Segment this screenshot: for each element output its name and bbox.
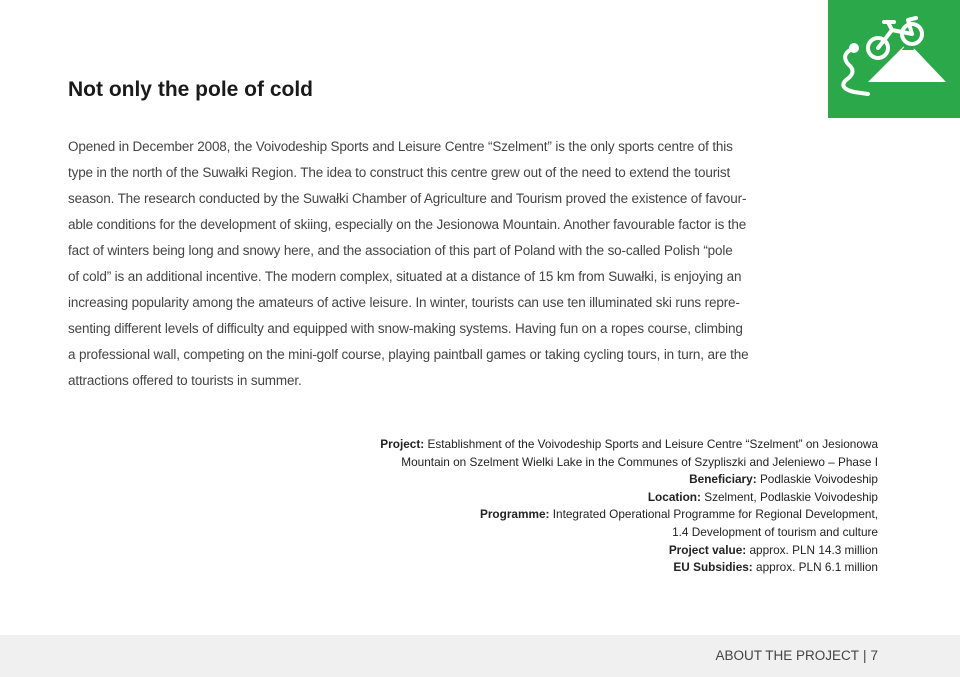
location-value: Szelment, Podlaskie Voivodeship (704, 489, 878, 504)
paragraph-line: senting different levels of difficulty and equipped with snow-making systems. Having fun on a ropes course, climbing (68, 321, 743, 336)
paragraph-line: increasing popularity among the amateurs of active leisure. In winter, tourists can use ten illuminated ski runs repre- (68, 295, 740, 310)
paragraph-line: type in the north of the Suwałki Region. The idea to construct this centre grew out of the need to extend the tourist (68, 165, 731, 180)
cycling-mountain-icon (828, 0, 960, 118)
programme-row (380, 506, 878, 524)
eu-subsidies-row (380, 559, 878, 577)
project-value-row (380, 542, 878, 560)
project-value: Establishment of the Voivodeship Sports and Leisure Centre “Szelment” on Jesionowa (427, 437, 878, 451)
footer-section-title: ABOUT THE PROJECT (715, 648, 859, 663)
programme-label: Programme: (479, 507, 550, 522)
paragraph-line: fact of winters being long and snowy here, and the association of this part of Poland with the so-called Polish “pole (68, 243, 733, 258)
paragraph-line: of cold” is an additional incentive. The modern complex, situated at a distance of 15 km from Suwałki, is enjoying an (68, 269, 742, 284)
programme-value-continued: 1.4 Development of tourism and culture (672, 524, 878, 539)
eu-subsidies-value: approx. PLN 6.1 million (756, 560, 878, 575)
project-row (380, 436, 878, 454)
location-label: Location: (647, 489, 701, 504)
section-badge (828, 0, 960, 118)
beneficiary-row (380, 471, 878, 489)
paragraph-line: season. The research conducted by the Suwałki Chamber of Agriculture and Tourism proved the existence of favour- (68, 191, 747, 206)
beneficiary-value: Podlaskie Voivodeship (759, 472, 878, 487)
project-value-label: Project value: (668, 542, 747, 557)
project-value-amount: approx. PLN 14.3 million (749, 542, 878, 557)
project-row-continued (380, 454, 878, 472)
paragraph-line: Opened in December 2008, the Voivodeship Sports and Leisure Centre “Szelment” is the only sports centre of this (68, 139, 733, 154)
page-title: Not only the pole of cold (68, 78, 313, 101)
paragraph-line: attractions offered to tourists in summer. (68, 373, 302, 388)
project-label: Project: (380, 437, 425, 451)
body-paragraph (68, 134, 758, 394)
location-row (380, 489, 878, 507)
eu-subsidies-label: EU Subsidies: (673, 560, 753, 575)
page-number: 7 (870, 648, 878, 663)
project-value-continued: Mountain on Szelment Wielki Lake in the Communes of Szypliszki and Jeleniewo – Phase I (401, 454, 878, 469)
project-details (380, 436, 878, 577)
beneficiary-label: Beneficiary: (689, 472, 757, 487)
paragraph-line: able conditions for the development of skiing, especially on the Jesionowa Mountain. Another favourable factor is the (68, 217, 747, 232)
footer-separator: | (862, 648, 867, 663)
paragraph-line: a professional wall, competing on the mini-golf course, playing paintball games or taking cycling tours, in turn, are the (68, 347, 749, 362)
programme-row-continued (380, 524, 878, 542)
footer-label (715, 648, 878, 663)
programme-value: Integrated Operational Programme for Regional Development, (552, 507, 878, 522)
